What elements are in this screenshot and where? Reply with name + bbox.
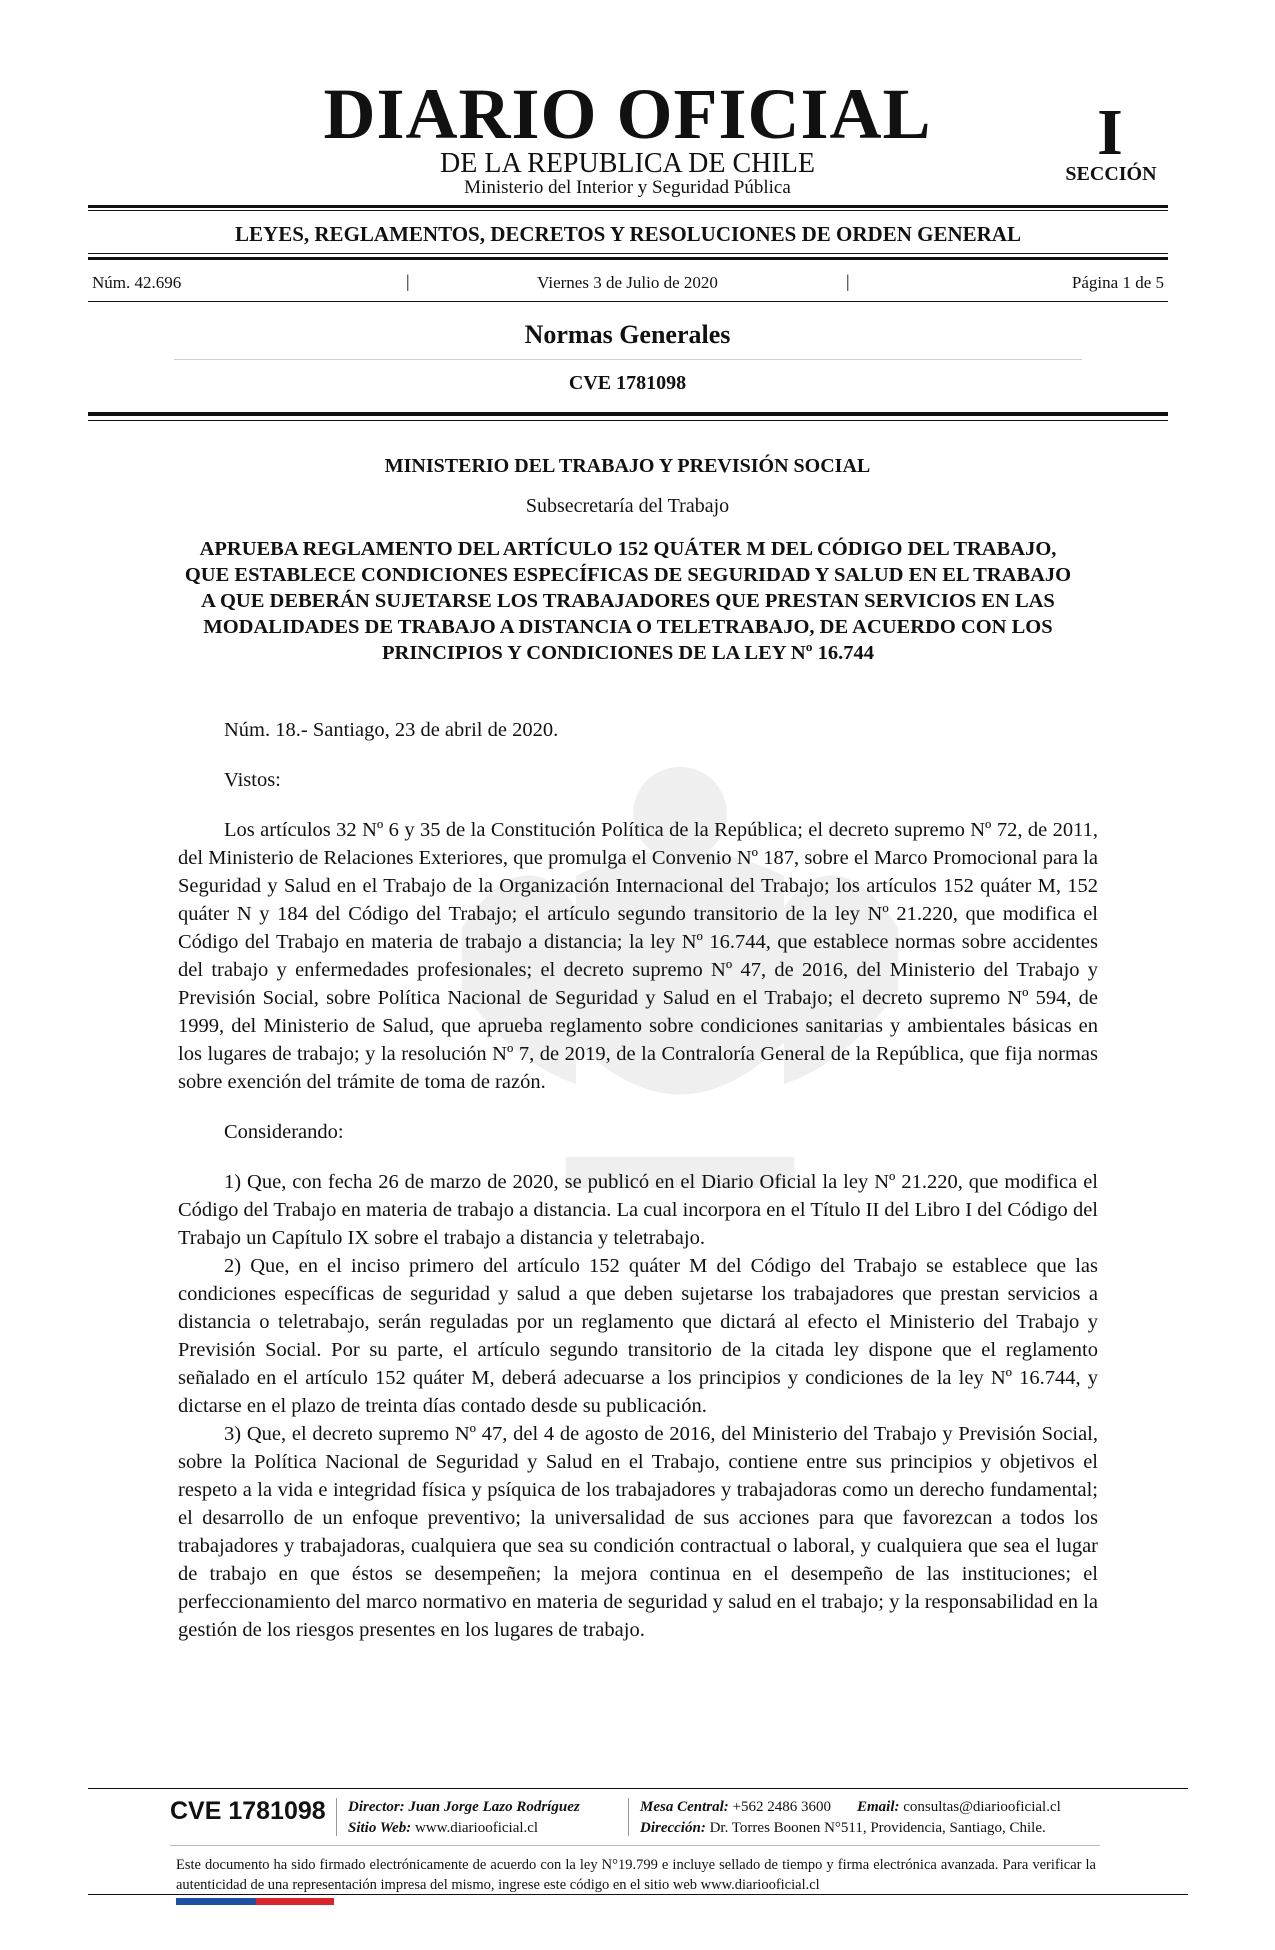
footer-cve: CVE 1781098 bbox=[170, 1797, 326, 1825]
flag-bar-red bbox=[256, 1898, 334, 1905]
considerando-item-1: 1) Que, con fecha 26 de marzo de 2020, se publicó en el Diario Oficial la ley Nº 21.220, que modifica el Código del Trabajo en materia de trabajo a distancia. La cual incorpora en el Título II del Libro I del Código del Trabajo un Capítulo IX sobre el trabajo a distancia y teletrabajo. bbox=[178, 1171, 1098, 1249]
footer-bottom-rule bbox=[88, 1894, 1188, 1895]
masthead-subtitle: DE LA REPUBLICA DE CHILE bbox=[440, 148, 815, 179]
footer-divider bbox=[628, 1798, 629, 1836]
considerando-item-3: 3) Que, el decreto supremo Nº 47, del 4 de agosto de 2016, del Ministerio del Trabajo y Previsión Social, sobre la Política Nacional de Seguridad y Salud en el Trabajo, contiene entre sus principios y objetivos el respeto a la vida e integridad física y psíquica de los trabajadores y trabajadoras como un derecho fundamental; el desarrollo de un enfoque preventivo; la universalidad de sus acciones para que favorezcan a todos los trabajadores y trabajadoras, cualquiera que sea su condición contractual o laboral, y cualquiera que sea el lugar de trabajo en que éstos se desempeñen; la mejora continua en el desempeño de las instituciones; el perfeccionamiento del marco normativo en materia de seguridad y salud en el trabajo; y la responsabilidad en la gestión de los riesgos presentes en los lugares de trabajo. bbox=[178, 1423, 1098, 1641]
footer-email-link[interactable]: consultas@diariooficial.cl bbox=[903, 1799, 1061, 1815]
header-bottom-rule-thick bbox=[88, 412, 1168, 416]
masthead-rule-thin bbox=[88, 210, 1168, 211]
category-rule-thin bbox=[88, 253, 1168, 254]
footer-director: Juan Jorge Lazo Rodríguez bbox=[408, 1799, 580, 1815]
footer-email-label: Email: bbox=[856, 1799, 900, 1815]
category-heading: LEYES, REGLAMENTOS, DECRETOS Y RESOLUCIONES DE ORDEN GENERAL bbox=[235, 222, 1021, 246]
masthead-title: DIARIO OFICIAL bbox=[323, 74, 932, 154]
category-rule-thick bbox=[88, 257, 1168, 260]
issue-number: Núm. 42.696 bbox=[92, 273, 182, 292]
issue-separator: | bbox=[846, 271, 850, 291]
considerando-heading: Considerando: bbox=[224, 1121, 344, 1143]
section-label: SECCIÓN bbox=[1065, 163, 1157, 185]
document-subsecretaria: Subsecretaría del Trabajo bbox=[525, 495, 730, 517]
footer-divider bbox=[336, 1798, 337, 1836]
masthead-ministry: Ministerio del Interior y Seguridad Pública bbox=[464, 177, 791, 198]
cve-heading: CVE 1781098 bbox=[568, 372, 687, 394]
vistos-paragraph: Los artículos 32 Nº 6 y 35 de la Constitución Política de la República; el decreto supremo Nº 72, de 2011, del Ministerio de Relaciones Exteriores, que promulga el Convenio Nº 187, sobre el Marco Promocional para la Seguridad y Salud en el Trabajo de la Organización Internacional del Trabajo; los artículos 152 quáter M, 152 quáter N y 184 del Código del Trabajo; el artículo segundo transitorio de la ley Nº 21.220, que modifica el Código del Trabajo en materia de trabajo a distancia; la ley Nº 16.744, que establece normas sobre accidentes del trabajo y enfermedades profesionales; el decreto supremo Nº 47, de 2016, del Ministerio del Trabajo y Previsión Social, sobre Política Nacional de Seguridad y Salud en el Trabajo; el decreto supremo Nº 594, de 1999, del Ministerio de Salud, que aprueba reglamento sobre condiciones sanitarias y ambientales básicas en los lugares de trabajo; y la resolución Nº 7, de 2019, de la Contraloría General de la República, que fija normas sobre exención del trámite de toma de razón. bbox=[178, 819, 1098, 1093]
decree-title: APRUEBA REGLAMENTO DEL ARTÍCULO 152 QUÁTER M DEL CÓDIGO DEL TRABAJO, QUE ESTABLECE CONDICIONES ESPECÍFICAS DE SEGURIDAD Y SALUD EN EL TRABAJO A QUE DEBERÁN SUJETARSE LOS TRABAJADORES QUE PRESTAN SERVICIOS EN LAS MODALIDADES DE TRABAJO A DISTANCIA O TELETRABAJO, DE ACUERDO CON LOS PRINCIPIOS Y CONDICIONES DE LA LEY Nº 16.744 bbox=[184, 538, 1072, 664]
vistos-heading: Vistos: bbox=[224, 769, 281, 791]
footer-site-link[interactable]: www.diariooficial.cl bbox=[414, 1820, 539, 1836]
footer-signature-note: Este documento ha sido firmado electrónicamente de acuerdo con la ley N°19.799 e incluye sellado de tiempo y firma electrónica avanzada. Para verificar la autenticidad de una representación impresa del mismo, ingrese este código en el sitio web www.diariooficial.cl bbox=[176, 1857, 1096, 1893]
document-ministry: MINISTERIO DEL TRABAJO Y PREVISIÓN SOCIAL bbox=[384, 455, 871, 477]
section-numeral: I bbox=[1097, 96, 1123, 169]
considerando-item-2: 2) Que, en el inciso primero del artículo 152 quáter M del Código del Trabajo se establece que las condiciones específicas de seguridad y salud a que deben sujetarse los trabajadores que prestan servicios a distancia o teletrabajo, serán reguladas por un reglamento que dictará al efecto el Ministerio del Trabajo y Previsión Social. Por su parte, el artículo segundo transitorio de la citada ley dispone que el reglamento señalado en el artículo 152 quáter M, deberá adecuarse a los principios y condiciones de la ley Nº 16.744, y dictarse en el plazo de treinta días contado desde su publicación. bbox=[178, 1255, 1098, 1417]
header-bottom-rule-thin bbox=[88, 420, 1168, 421]
issue-separator: | bbox=[406, 271, 410, 291]
footer-phone: +562 2486 3600 bbox=[732, 1799, 831, 1815]
footer-site-label: Sitio Web: bbox=[348, 1820, 412, 1836]
issue-page: Página 1 de 5 bbox=[1071, 273, 1164, 292]
footer-address: Dr. Torres Boonen N°511, Providencia, Santiago, Chile. bbox=[709, 1820, 1046, 1836]
section-heading: Normas Generales bbox=[524, 320, 731, 349]
footer-address-label: Dirección: bbox=[640, 1820, 706, 1836]
issue-date: Viernes 3 de Julio de 2020 bbox=[537, 273, 718, 292]
footer-director-label: Director: bbox=[348, 1799, 405, 1815]
footer-director-block bbox=[348, 1797, 580, 1839]
masthead-rule-thick bbox=[88, 205, 1168, 208]
info-rule bbox=[88, 301, 1168, 302]
document-body bbox=[178, 716, 1098, 1644]
footer-phone-label: Mesa Central: bbox=[640, 1799, 729, 1815]
flag-bar-blue bbox=[176, 1898, 256, 1905]
footer-top-rule bbox=[88, 1788, 1188, 1789]
section-rule bbox=[174, 359, 1082, 360]
footer-contact-block bbox=[640, 1797, 1061, 1839]
footer-note-rule bbox=[170, 1845, 1100, 1846]
decree-number-paragraph: Núm. 18.- Santiago, 23 de abril de 2020. bbox=[224, 719, 559, 741]
